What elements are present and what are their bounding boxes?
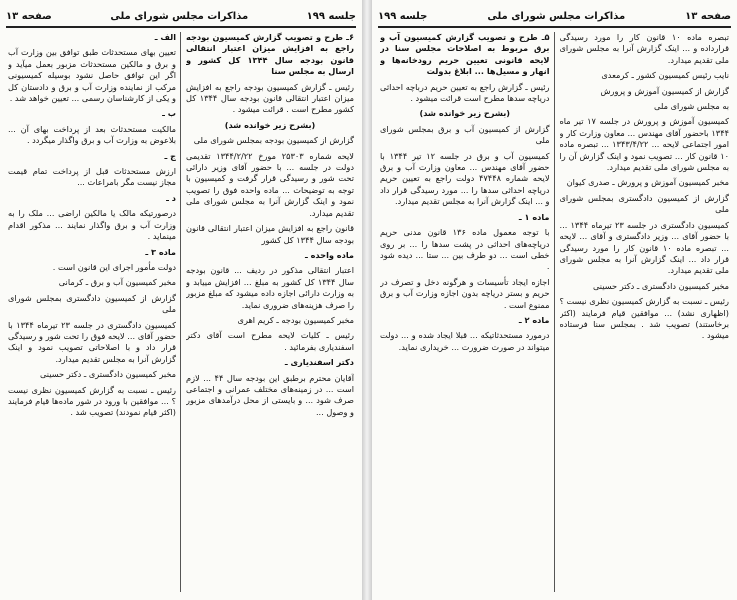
right-page-label: صفحه ۱۳ <box>685 10 731 22</box>
section-heading: ماده ۳ ـ <box>145 246 176 257</box>
text-paragraph: به مجلس شورای ملی <box>654 101 729 112</box>
section-heading: ماده واحده ـ <box>304 249 354 260</box>
section-heading: ۶ـ طرح و تصویب گزارش کمیسیون بودجه راجع به افزایش میزان اعتبار انتقالی قانون بودجه سال ۱۳۴۴ کل کشور و ارسال به مجلس سنا <box>186 32 354 77</box>
text-paragraph: مخبر کمیسیون بودجه ـ کریم اهری <box>237 314 354 325</box>
left-page-column-1 <box>186 32 354 596</box>
text-paragraph: رئیس ـ نسبت به گزارش کمیسیون نظری نیست ؟ ... موافقین با ورود در شور ماده‌ها قیام فرمایند (اکثر قیام نمودند) تصویب شد . <box>8 384 176 418</box>
section-heading: ماده ۲ ـ <box>518 314 550 325</box>
text-paragraph: مالکیت مستحدثات بعد از پرداخت بهای آن ... بلاعوض به وزارت آب و برق واگذار میگردد . <box>8 123 176 146</box>
right-page-session: جلسه ۱۹۹ <box>378 10 428 22</box>
right-header-rule <box>378 26 731 28</box>
text-paragraph: قانون راجع به افزایش میزان اعتبار انتقالی قانون بودجه سال ۱۳۴۴ کل کشور <box>186 223 354 245</box>
section-heading: ج ـ <box>164 150 176 161</box>
text-paragraph: لایحه شماره ۲۵۳۰۳ مورخ ۱۳۴۴/۲/۲۲ تقدیمی دولت در جلسه ... با حضور آقای وزیر دارائی تحت شور و رسیدگی قرار گرفت و کمیسیون با توجه به توضیحات ... ماده واحده فوق را تصویب نمود و اینک گزارش آنرا به مجلس شورای ملی تقدیم میدارد. <box>186 150 354 218</box>
right-page <box>372 0 737 600</box>
text-paragraph: با توجه معمول ماده ۱۳۶ قانون مدنی حریم دریاچه‌های احداثی در پشت سدها را ... بر روی خطی است ... دو طرف بین ... ستا ... دیده شود . <box>380 227 550 272</box>
text-paragraph: گزارش از کمیسیون دادگستری بمجلس شورای ملی <box>8 292 176 315</box>
right-page-column-1 <box>560 32 730 596</box>
section-heading: الف ـ <box>154 32 176 42</box>
reading-note: (بشرح زیر خوانده شد) <box>419 108 511 119</box>
left-header-rule <box>6 26 356 28</box>
text-paragraph: مخبر کمیسیون آموزش و پرورش ـ صدری کیوان <box>566 177 729 188</box>
right-page-column-2 <box>380 32 550 596</box>
section-heading: ماده ۱ ـ <box>518 211 550 222</box>
reading-note: (بشرح زیر خوانده شد) <box>224 119 316 130</box>
text-paragraph: اعتبار انتقالی مذکور در ردیف ... قانون بودجه سال ۱۳۴۴ کل کشور به مبلغ ... افزایش مییابد و به وزارت دارائی اجازه داده میشود که مبلغ مزبور را صرف هزینه‌های ضروری نماید. <box>186 265 354 310</box>
book-gutter <box>362 0 372 600</box>
section-heading: ب ـ <box>162 108 176 119</box>
text-paragraph: درمورد مستحدثاتیکه ... قبلا ایجاد شده و ... دولت میتواند در صورت ضرورت ... خریداری نماید. <box>380 330 550 352</box>
text-paragraph: مخبر کمیسیون دادگستری ـ دکتر حسینی <box>39 369 176 380</box>
left-page-title: مذاکرات مجلس شورای ملی <box>110 10 249 22</box>
text-paragraph: گزارش از کمیسیون بودجه بمجلس شورای ملی <box>193 135 354 146</box>
text-paragraph: رئیس ـ نسبت به گزارش کمیسیون نظری نیست ؟ (اظهاری نشد) ... موافقین قیام فرمایند (اکثر برخاستند) تصویب شد . بمجلس سنا فرستاده میشود . <box>559 296 729 341</box>
text-paragraph: نایب رئیس کمیسیون کشور ـ کرمعدی <box>601 70 729 81</box>
text-paragraph: کمیسیون دادگستری در جلسه ۲۳ تیرماه ۱۳۴۴ ... با حضور آقای ... وزیر دادگستری و آقای ... لایحه ... تبصره ماده ۱۰ قانون کار را مورد رسیدگی قرار داد ... اینک گزارش آنرا به مجلس شورای ملی تقدیم میدارد. <box>559 219 729 276</box>
text-paragraph: تعیین بهای مستحدثات طبق توافق بین وزارت آب و برق و مالکین مستحدثات مزبور بعمل میآید و اگر این توافق حاصل نشود بوسیله کمیسیونی مرکب از نماینده وزارت آب و برق و دادستان کل و یکی از کارشناسان رسمی ... تعیین خواهد شد . <box>8 47 176 104</box>
section-heading: د ـ <box>166 192 176 203</box>
left-page-session: جلسه ۱۹۹ <box>306 10 356 22</box>
right-page-header <box>378 6 731 26</box>
left-page-label: صفحه ۱۳ <box>6 10 52 22</box>
text-paragraph: مخبر کمیسیون آب و برق ـ کرمانی <box>58 277 176 288</box>
left-page-column-2 <box>8 32 176 596</box>
section-heading: دکتر اسفندیاری ـ <box>284 357 354 368</box>
text-paragraph: مخبر کمیسیون دادگستری ـ دکتر حسینی <box>592 280 729 291</box>
text-paragraph: رئیس ـ کلیات لایحه مطرح است آقای دکتر اسفندیاری بفرمائید . <box>186 330 354 352</box>
text-paragraph: گزارش از کمیسیون آب و برق بمجلس شورای ملی <box>380 123 550 146</box>
right-page-title: مذاکرات مجلس شورای ملی <box>487 10 626 22</box>
text-paragraph: اجازه ایجاد تأسیسات و هرگونه دخل و تصرف در حریم و بستر دریاچه بدون اجازه وزارت آب و برق ممنوع است . <box>380 276 550 310</box>
text-paragraph: کمیسیون دادگستری در جلسه ۲۳ تیرماه ۱۳۴۴ با حضور آقای ... لایحه فوق را تحت شور و رسیدگی قرار داد و با اصلاحاتی تصویب نمود و اینک گزارش آنرا به مجلس تقدیم میدارد. <box>8 319 176 364</box>
left-page <box>0 0 362 600</box>
text-paragraph: آقایان محترم برطبق این بودجه سال ۴۴ ... لازم است ... در زمینه‌های مختلف عمرانی و اجتماعی صرف شود ... و بایستی از محل درآمدهای مزبور و وصول ... <box>186 372 354 417</box>
text-paragraph: رئیس ـ گزارش راجع به تعیین حریم درباچه احداثی دریاچه سدها مطرح است قرائت میشود . <box>380 81 550 104</box>
text-paragraph: گزارش از کمیسیون آموزش و پرورش <box>600 85 729 96</box>
text-paragraph: گزارش از کمیسیون دادگستری بمجلس شورای ملی <box>559 192 729 215</box>
text-paragraph: تبصره ماده ۱۰ قانون کار را مورد رسیدگی قرارداده و ... اینک گزارش آنرا به مجلس شورای ملی تقدیم میدارد. <box>559 32 729 65</box>
left-page-header <box>6 6 356 26</box>
text-paragraph: دولت مأمور اجرای این قانون است . <box>52 261 176 272</box>
text-paragraph: کمیسیون آموزش و پرورش در جلسه ۱۷ تیر ماه ۱۳۴۴ باحضور آقای مهندس ... معاون وزارت کار و امور اجتماعی لایحه ... ۱۳۴۳/۴/۲۲ ... تبصره ماده ۱۰ قانون کار ... تصویب نمود و اینک گزارش آن را به مجلس شورای ملی تقدیم میدارد. <box>559 116 729 173</box>
section-heading: ۵ـ طرح و تصویب گزارش کمیسیون آب و برق مربوط به اصلاحات مجلس سنا در لایحه قانونی تعیین حریم رودخانه‌ها و انهار و مسیل‌ها ... ابلاغ بدولت <box>380 32 550 77</box>
text-paragraph: رئیس ـ گزارش کمیسیون بودجه راجع به افزایش میزان اعتبار انتقالی قانون بودجه سال ۱۳۴۴ کل کشور مطرح است . قرائت میشود . <box>186 81 354 115</box>
text-paragraph: ارزش مستحدثات قبل از پرداخت تمام قیمت مجاز نیست مگر بامراعات ... <box>8 166 176 188</box>
text-paragraph: درصورتیکه مالک یا مالکین اراضی ... ملک را به وزارت آب و برق واگذار نمایند ... مذکور اقدام مینماید . <box>8 208 176 242</box>
text-paragraph: کمیسیون آب و برق در جلسه ۱۲ تیر ۱۳۴۴ با حضور آقای مهندس ... معاون وزارت آب و برق لایحه شماره ۴۷۴۴۸ دولت راجع به تعیین حریم دریاچه احداثی سدها را ... مورد رسیدگی قرار داد و ... اینک گزارش آنرا به مجلس تقدیم میدارد. <box>380 150 550 207</box>
